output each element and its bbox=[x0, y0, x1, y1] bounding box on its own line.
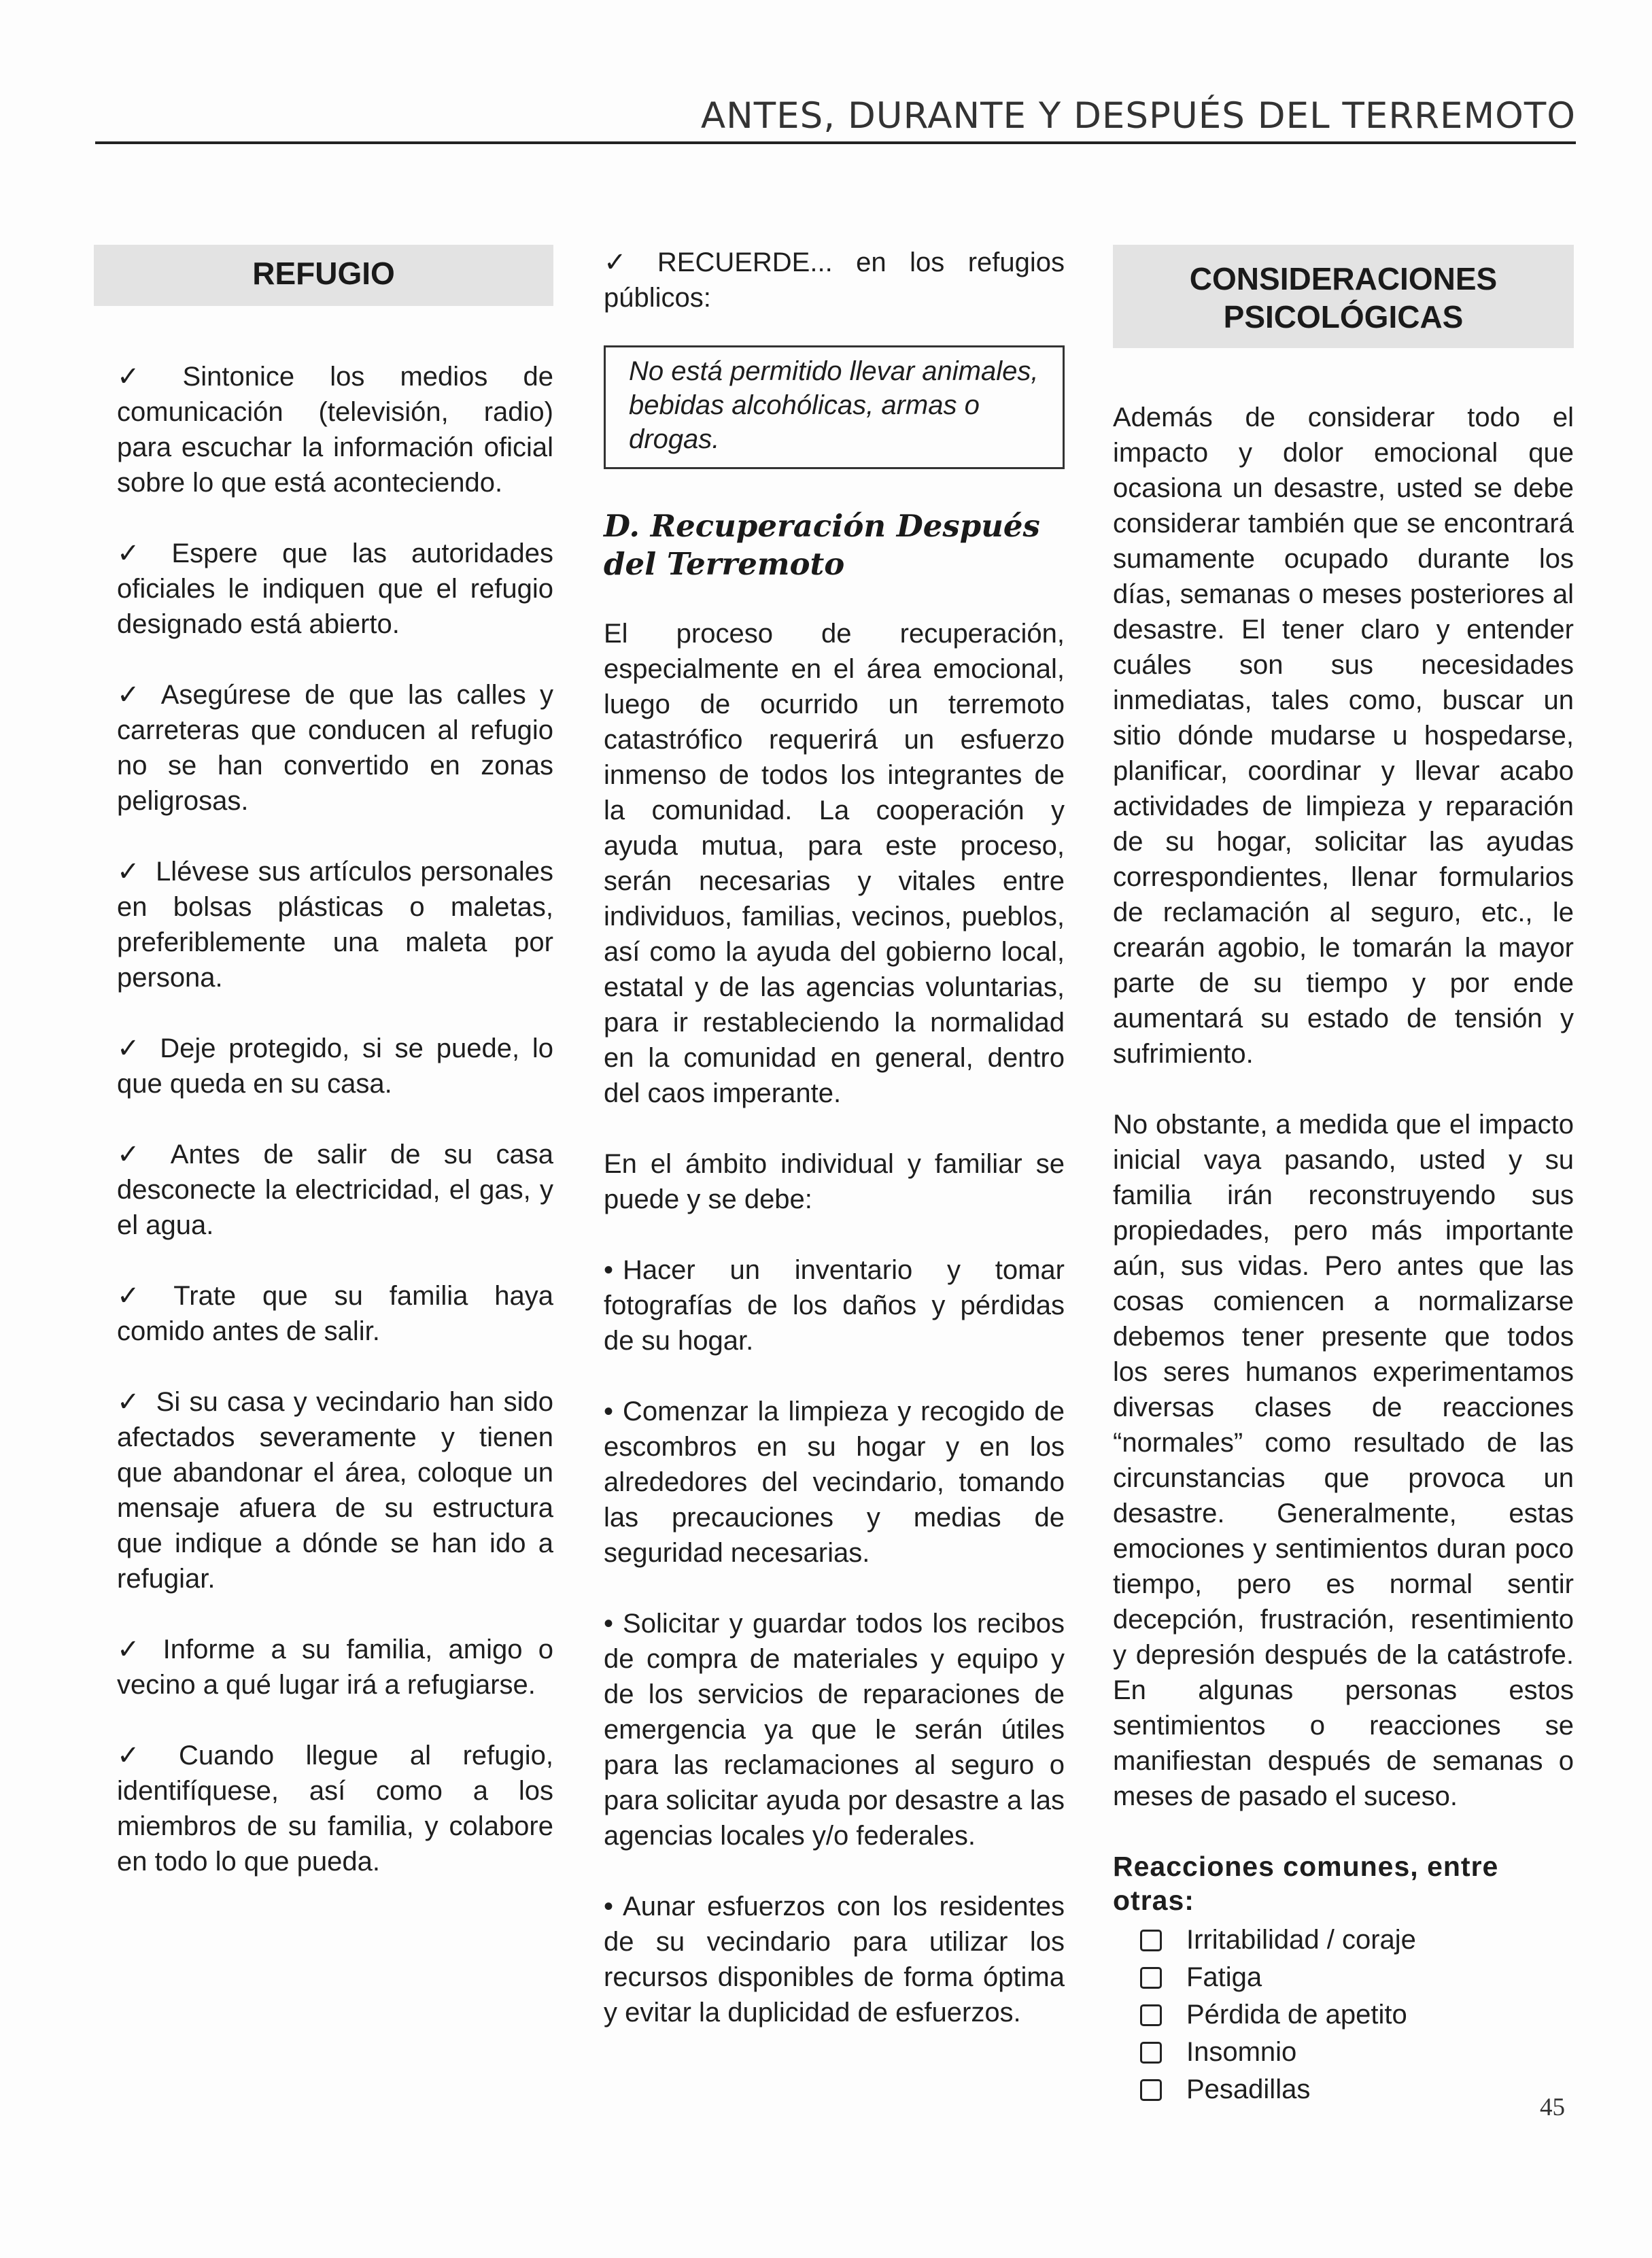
refugio-item-text: Sintonice los medios de comunicación (televisión, radio) para escuchar la información oficial sobre lo que está aconteciendo. bbox=[117, 362, 554, 498]
recovery-bullet-text: Aunar esfuerzos con los residentes de su vecindario para utilizar los recursos disponibles de forma óptima y evitar la duplicidad de esfuerzos. bbox=[604, 1892, 1065, 2028]
refugio-item-text: Antes de salir de su casa desconecte la electricidad, el gas, y el agua. bbox=[117, 1140, 553, 1240]
check-icon: ✓ bbox=[117, 1139, 156, 1170]
recovery-bullet-text: Hacer un inventario y tomar fotografías de los daños y pérdidas de su hogar. bbox=[604, 1255, 1065, 1356]
refugio-item bbox=[117, 1278, 553, 1349]
checkbox-icon bbox=[1140, 2004, 1162, 2026]
psicologicas-heading bbox=[1113, 245, 1574, 348]
check-icon: ✓ bbox=[117, 1634, 148, 1665]
section-title: D. Recuperación Después del Terremoto bbox=[604, 508, 1040, 582]
refugio-item bbox=[117, 1384, 553, 1596]
psicologicas-heading-line1: CONSIDERACIONES bbox=[1189, 261, 1498, 296]
page-header-title: ANTES, DURANTE Y DESPUÉS DEL TERREMOTO bbox=[700, 95, 1576, 137]
refugio-item-text: Cuando llegue al refugio, identifíquese, así como a los miembros de su familia, y colabore en todo lo que pueda. bbox=[117, 1741, 554, 1877]
recovery-bullet bbox=[604, 1252, 1065, 1358]
check-icon: ✓ bbox=[117, 679, 146, 711]
reaction-text: Pérdida de apetito bbox=[1186, 2000, 1407, 2030]
refugio-item-text: Trate que su familia haya comido antes de salir. bbox=[117, 1281, 554, 1346]
refugio-item bbox=[117, 1738, 553, 1879]
refugio-list bbox=[117, 359, 553, 1879]
reaction-item bbox=[1140, 2034, 1574, 2071]
refugio-item bbox=[117, 536, 553, 642]
recovery-paragraph-1: El proceso de recuperación, especialmente en el área emocional, luego de ocurrido un terremoto catastrófico requerirá un esfuerzo inmenso de todos los integrantes de la comunidad. La cooperación y ayuda mutua, para este proceso, serán necesarias y vitales entre individuos, familias, vecinos, pueblos, así como la ayuda del gobierno local, estatal y de las agencias voluntarias, para ir restableciendo la normalidad en la comunidad en general, dentro del caos imperante. bbox=[604, 619, 1065, 1108]
check-icon: ✓ bbox=[117, 1033, 145, 1064]
refugio-item bbox=[117, 359, 553, 500]
refugio-heading: REFUGIO bbox=[94, 245, 553, 306]
reactions-title: Reacciones comunes, entre otras: bbox=[1113, 1851, 1499, 1916]
recovery-bullet bbox=[604, 1394, 1065, 1571]
check-icon: ✓ bbox=[117, 1740, 164, 1771]
refugio-item-text: Informe a su familia, amigo o vecino a qué lugar irá a refugiarse. bbox=[117, 1635, 553, 1700]
reactions-list bbox=[1113, 1921, 1574, 2108]
refugio-item bbox=[117, 1137, 553, 1243]
recovery-bullet-list bbox=[604, 1252, 1065, 2030]
refugio-item-text: Deje protegido, si se puede, lo que queda en su casa. bbox=[117, 1033, 553, 1099]
recovery-bullet-text: Solicitar y guardar todos los recibos de compra de materiales y equipo y de los servicios de reparaciones de emergencia ya que le serán útiles para las reclamaciones al seguro o para solicitar ayuda por desastre a las agencias locales y/o federales. bbox=[604, 1609, 1065, 1851]
page-number: 45 bbox=[1540, 2093, 1565, 2121]
note-text: No está permitido llevar animales, bebidas alcohólicas, armas o drogas. bbox=[629, 356, 1039, 454]
bullet-icon: • bbox=[604, 1892, 614, 1921]
refugio-item bbox=[117, 677, 553, 819]
reaction-text: Pesadillas bbox=[1186, 2074, 1311, 2104]
check-icon: ✓ bbox=[117, 1386, 141, 1418]
check-icon: ✓ bbox=[117, 856, 141, 887]
bullet-icon: • bbox=[604, 1255, 614, 1285]
column-refugio bbox=[117, 245, 553, 1915]
bullet-icon: • bbox=[604, 1609, 614, 1639]
recovery-bullet bbox=[604, 1889, 1065, 2030]
column-psicologicas bbox=[1113, 245, 1574, 2108]
check-icon: ✓ bbox=[604, 247, 642, 278]
refugio-item-text: Asegúrese de que las calles y carreteras que conducen al refugio no se han convertido en zonas peligrosas. bbox=[117, 680, 554, 816]
note-box bbox=[604, 345, 1065, 469]
recovery-paragraph-2: En el ámbito individual y familiar se puede y se debe: bbox=[604, 1149, 1065, 1214]
check-icon: ✓ bbox=[117, 1280, 159, 1312]
reaction-item bbox=[1140, 1996, 1574, 2034]
psych-paragraph-1: Además de considerar todo el impacto y dolor emocional que ocasiona un desastre, usted se debe considerar también que se encontrará sumamente ocupado durante los días, semanas o meses posteriores al desastre. El tener claro y entender cuáles son sus necesidades inmediatas, tales como, buscar un sitio dónde mudarse u hospedarse, planificar, coordinar y llevar acabo actividades de limpieza y reparación de su hogar, solicitar las ayudas correspondientes, llenar formularios de reclamación al seguro, etc., le crearán agobio, le tomarán la mayor parte de su tiempo y por ende aumentará su estado de tensión y sufrimiento. bbox=[1113, 403, 1574, 1069]
refugio-item bbox=[117, 854, 553, 995]
refugio-item-text: Si su casa y vecindario han sido afectados severamente y tienen que abandonar el área, coloque un mensaje afuera de su estructura que indique a dónde se han ido a refugiar. bbox=[117, 1387, 553, 1594]
refugio-item-text: Espere que las autoridades oficiales le indiquen que el refugio designado está abierto. bbox=[117, 538, 553, 639]
reaction-text: Insomnio bbox=[1186, 2037, 1297, 2067]
checkbox-icon bbox=[1140, 1967, 1162, 1989]
refugio-item-text: Llévese sus artículos personales en bolsas plásticas o maletas, preferiblemente una maleta por persona. bbox=[117, 857, 554, 993]
psych-paragraph-2: No obstante, a medida que el impacto inicial vaya pasando, usted y su familia irán reconstruyendo sus propiedades, pero más importante aún, sus vidas. Pero antes que las cosas comiencen a normalizarse debemos tener presente que todos los seres humanos experimentamos diversas clases de reacciones “normales” como resultado de las circunstancias que provoca un desastre. Generalmente, estas emociones y sentimientos duran poco tiempo, pero es normal sentir decepción, frustración, resentimiento y depresión después de la catástrofe. En algunas personas estos sentimientos o reacciones se manifiestan después de semanas o meses de pasado el suceso. bbox=[1113, 1110, 1574, 1811]
refugio-item bbox=[117, 1031, 553, 1101]
recovery-bullet bbox=[604, 1606, 1065, 1853]
recovery-bullet-text: Comenzar la limpieza y recogido de escombros en su hogar y en los alrededores del vecindario, tomando las precauciones y medias de seguridad necesarias. bbox=[604, 1397, 1065, 1568]
reaction-item bbox=[1140, 1921, 1574, 1959]
reaction-item bbox=[1140, 2071, 1574, 2108]
psicologicas-heading-line2: PSICOLÓGICAS bbox=[1223, 299, 1464, 335]
refugio-item bbox=[117, 1632, 553, 1703]
check-icon: ✓ bbox=[117, 538, 157, 569]
checkbox-icon bbox=[1140, 1930, 1162, 1951]
reaction-item bbox=[1140, 1959, 1574, 1996]
remember-text bbox=[604, 245, 1065, 315]
reaction-text: Irritabilidad / coraje bbox=[1186, 1925, 1416, 1955]
remember-label: RECUERDE... en los refugios públicos: bbox=[604, 247, 1065, 313]
checkbox-icon bbox=[1140, 2079, 1162, 2101]
bullet-icon: • bbox=[604, 1397, 614, 1426]
column-recuperacion bbox=[604, 245, 1065, 2066]
checkbox-icon bbox=[1140, 2042, 1162, 2064]
check-icon: ✓ bbox=[117, 361, 168, 392]
header-rule bbox=[95, 141, 1576, 144]
reaction-text: Fatiga bbox=[1186, 1962, 1262, 1992]
